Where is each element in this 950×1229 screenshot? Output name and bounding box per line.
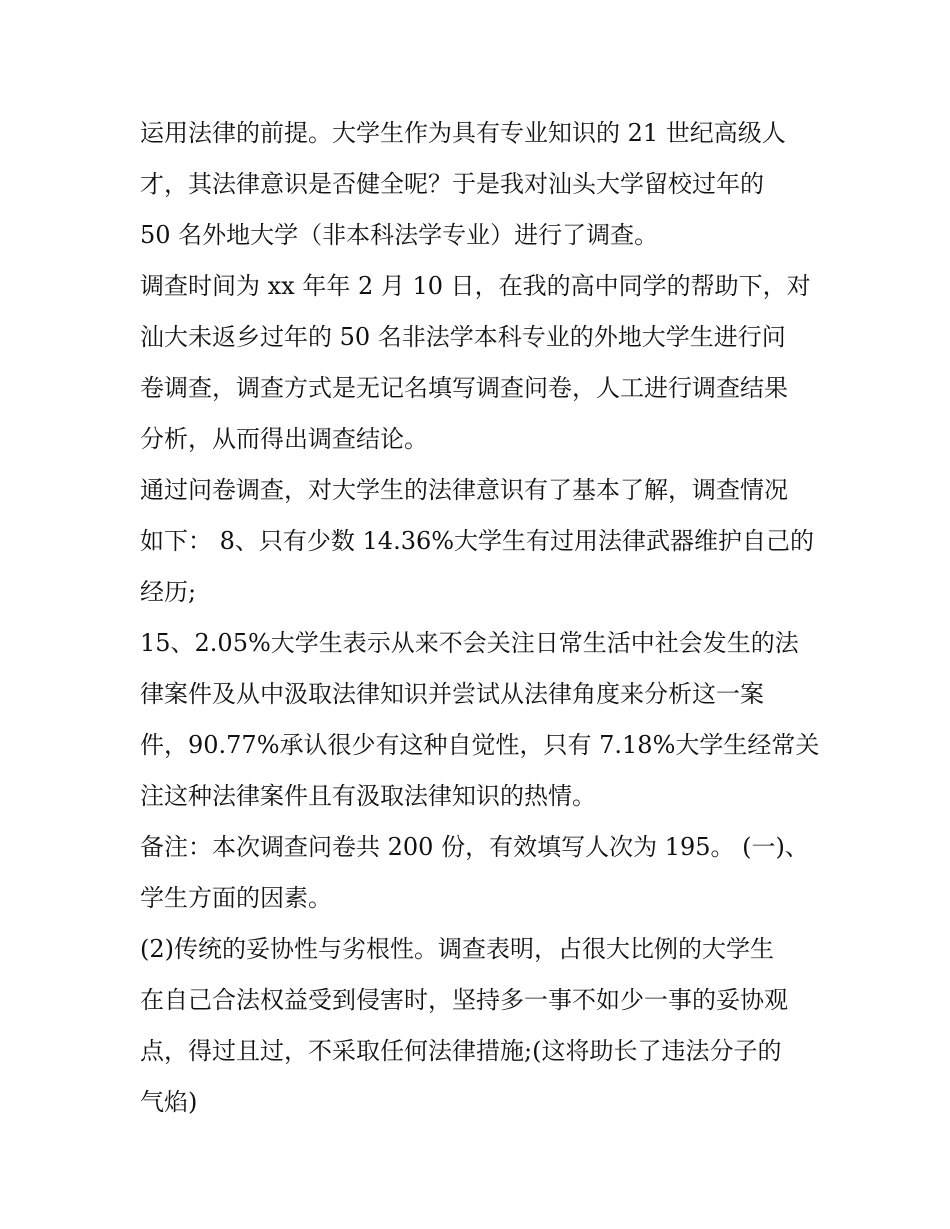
text-line: 汕大未返乡过年的 50 名非法学本科专业的外地大学生进行问 <box>140 323 786 351</box>
document-body <box>140 108 820 1128</box>
text-line: 气焰) <box>140 1088 198 1116</box>
text-line: 律案件及从中汲取法律知识并尝试从法律角度来分析这一案 <box>140 680 764 708</box>
text-line: 如下： 8、只有少数 14.36%大学生有过用法律武器维护自己的 <box>140 527 815 555</box>
text-line: 通过问卷调查，对大学生的法律意识有了基本了解，调查情况 <box>140 476 788 504</box>
text-line: (2)传统的妥协性与劣根性。调查表明，占很大比例的大学生 <box>140 935 774 963</box>
text-line: 调查时间为 xx 年年 2 月 10 日，在我的高中同学的帮助下，对 <box>140 272 811 300</box>
text-line: 运用法律的前提。大学生作为具有专业知识的 21 世纪高级人 <box>140 119 786 147</box>
text-line: 件，90.77%承认很少有这种自觉性，只有 7.18%大学生经常关 <box>140 731 820 759</box>
text-line: 才，其法律意识是否健全呢？于是我对汕头大学留校过年的 <box>140 170 764 198</box>
text-line: 15、2.05%大学生表示从来不会关注日常生活中社会发生的法 <box>140 629 799 657</box>
text-line: 在自己合法权益受到侵害时，坚持多一事不如少一事的妥协观 <box>140 986 788 1014</box>
text-line: 注这种法律案件且有汲取法律知识的热情。 <box>140 782 596 810</box>
text-line: 分析，从而得出调查结论。 <box>140 425 428 453</box>
text-line: 50 名外地大学（非本科法学专业）进行了调查。 <box>140 221 659 249</box>
text-line: 备注：本次调查问卷共 200 份，有效填写人次为 195。 (一)、 <box>140 833 809 861</box>
text-line: 卷调查，调查方式是无记名填写调查问卷，人工进行调查结果 <box>140 374 788 402</box>
text-line: 经历; <box>140 578 197 606</box>
text-line: 学生方面的因素。 <box>140 884 332 912</box>
text-line: 点，得过且过，不采取任何法律措施;(这将助长了违法分子的 <box>140 1037 782 1065</box>
